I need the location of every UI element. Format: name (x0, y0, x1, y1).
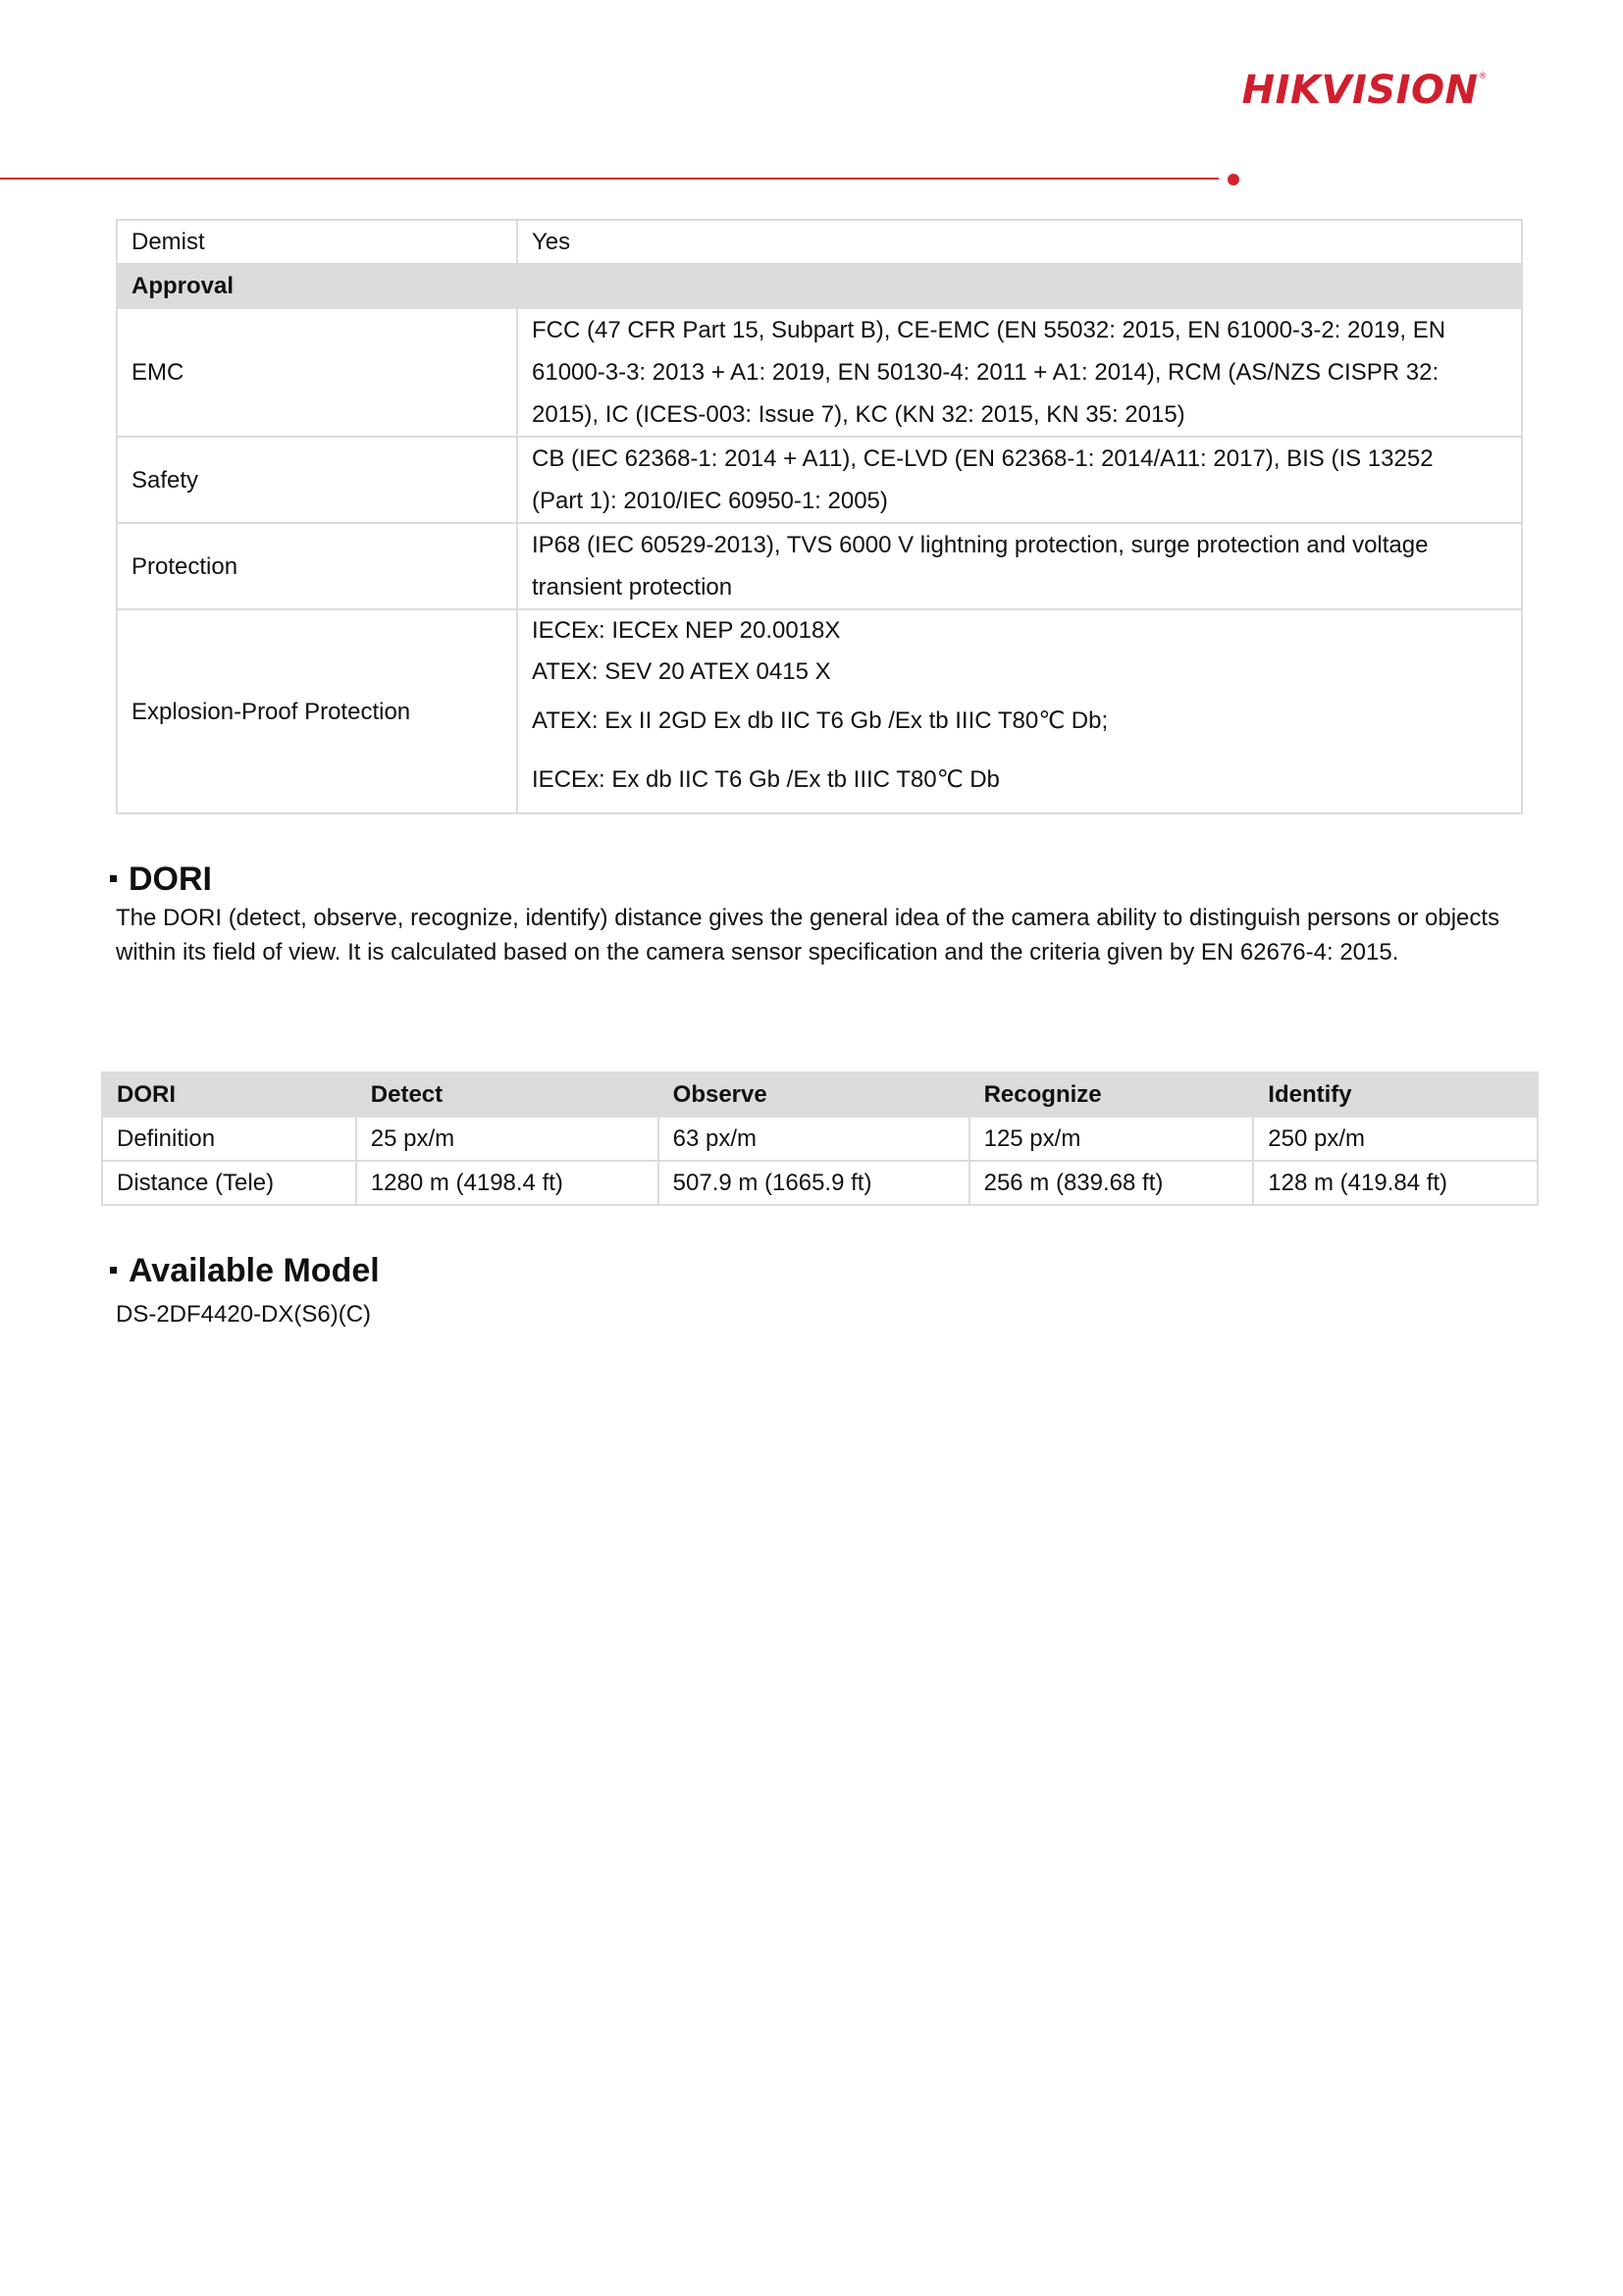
spec-value (517, 437, 1522, 523)
spec-line: CB (IEC 62368-1: 2014 + A11), CE-LVD (EN 62368-1: 2014/A11: 2017), BIS (IS 13252 (532, 445, 1434, 472)
spec-value (517, 523, 1522, 609)
spec-row-explosion-proof (117, 609, 1522, 813)
dori-description: The DORI (detect, observe, recognize, identify) distance gives the general idea of the camera ability to distinguish persons or objects within its field of view. It is calculated based on the camera sensor specification and the criteria given by EN 62676-4: 2015. (116, 905, 1500, 965)
spec-row-emc (117, 308, 1522, 437)
spec-line: FCC (47 CFR Part 15, Subpart B), CE-EMC (EN 55032: 2015, EN 61000-3-2: 2019, EN (532, 317, 1446, 343)
spec-label: EMC (117, 308, 517, 437)
table-row (102, 1161, 1538, 1205)
table-row (102, 1117, 1538, 1161)
spec-line: ATEX: Ex II 2GD Ex db IIC T6 Gb /Ex tb IIIC T80℃ Db; (532, 707, 1109, 734)
spec-value (517, 308, 1522, 437)
dori-header-cell: Detect (356, 1072, 658, 1117)
spec-line: (Part 1): 2010/IEC 60950-1: 2005) (532, 488, 888, 514)
dori-cell: Definition (102, 1117, 356, 1161)
spec-line: IECEx: Ex db IIC T6 Gb /Ex tb IIIC T80℃ Db (532, 766, 1000, 793)
dori-header-row (102, 1072, 1538, 1117)
spec-value: Yes (517, 220, 1522, 264)
square-bullet-icon (110, 1267, 117, 1274)
spec-line: ATEX: SEV 20 ATEX 0415 X (532, 658, 831, 685)
square-bullet-icon (110, 875, 117, 882)
dori-cell: Distance (Tele) (102, 1161, 356, 1205)
spec-row-protection (117, 523, 1522, 609)
spec-label: Demist (117, 220, 517, 264)
spec-value (517, 609, 1522, 813)
spec-line: transient protection (532, 574, 733, 600)
approval-header-row (117, 264, 1522, 308)
dori-header-cell: Identify (1253, 1072, 1538, 1117)
hikvision-logo: HIKVISION® (1241, 68, 1488, 113)
dori-header-cell: Recognize (969, 1072, 1254, 1117)
dori-cell: 1280 m (4198.4 ft) (356, 1161, 658, 1205)
dori-cell: 25 px/m (356, 1117, 658, 1161)
dori-cell: 507.9 m (1665.9 ft) (658, 1161, 969, 1205)
dori-cell: 128 m (419.84 ft) (1253, 1161, 1538, 1205)
dori-section-title: DORI (110, 862, 212, 896)
header-divider-line (0, 178, 1219, 180)
spec-label: Explosion-Proof Protection (117, 609, 517, 813)
spec-line: 61000-3-3: 2013 + A1: 2019, EN 50130-4: 2011 + A1: 2014), RCM (AS/NZS CISPR 32: (532, 359, 1440, 386)
dori-cell: 256 m (839.68 ft) (969, 1161, 1254, 1205)
dori-cell: 63 px/m (658, 1117, 969, 1161)
dori-cell: 250 px/m (1253, 1117, 1538, 1161)
approval-header: Approval (117, 264, 1522, 308)
spec-table (116, 219, 1523, 814)
spec-label: Safety (117, 437, 517, 523)
dori-header-cell: Observe (658, 1072, 969, 1117)
spec-line: IP68 (IEC 60529-2013), TVS 6000 V lightning protection, surge protection and voltage (532, 532, 1429, 558)
dori-cell: 125 px/m (969, 1117, 1254, 1161)
dori-header-cell: DORI (102, 1072, 356, 1117)
spec-row-safety (117, 437, 1522, 523)
dori-table (101, 1071, 1539, 1206)
header-divider-dot (1228, 174, 1239, 185)
spec-label: Protection (117, 523, 517, 609)
available-model-title: Available Model (110, 1254, 380, 1287)
spec-row-demist (117, 220, 1522, 264)
spec-line: IECEx: IECEx NEP 20.0018X (532, 617, 841, 644)
spec-line: 2015), IC (ICES-003: Issue 7), KC (KN 32: 2015, KN 35: 2015) (532, 401, 1185, 428)
model-number: DS-2DF4420-DX(S6)(C) (116, 1301, 372, 1328)
